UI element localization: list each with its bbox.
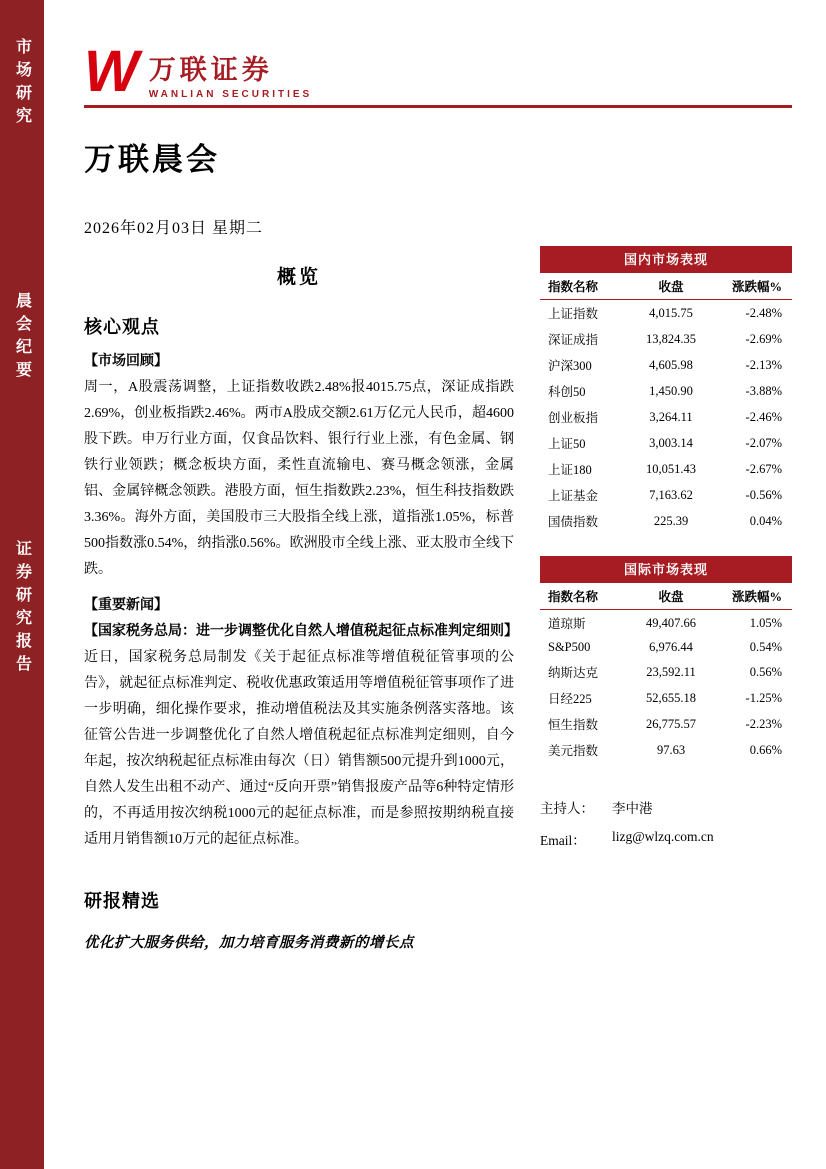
table-row — [540, 737, 792, 763]
host-name: 李中港 — [612, 801, 653, 816]
international-market-block — [540, 556, 792, 763]
table-cell: -1.25% — [745, 690, 782, 705]
news-headline: 【国家税务总局：进一步调整优化自然人增值税起征点标准判定细则】 — [84, 624, 518, 639]
table-cell: 1,450.90 — [649, 383, 693, 398]
sidebar — [0, 0, 44, 1169]
brand-name-en: WANLIAN SECURITIES — [148, 89, 313, 100]
brand-names — [149, 44, 312, 100]
table-cell: 10,051.43 — [646, 461, 697, 476]
table-row — [540, 300, 792, 327]
table-cell: -3.88% — [745, 383, 782, 398]
table-cell: 0.04% — [749, 513, 782, 528]
table-cell: -2.07% — [745, 435, 782, 450]
international-table-title: 国际市场表现 — [540, 556, 792, 581]
column-header: 收盘 — [658, 280, 684, 294]
research-pick-item: 优化扩大服务供给，加力培育服务消费新的增长点 — [84, 935, 414, 951]
table-cell: 1.05% — [749, 615, 782, 630]
table-cell: -2.23% — [745, 716, 782, 731]
table-row — [540, 508, 792, 534]
header-divider — [84, 105, 792, 108]
host-row — [540, 797, 792, 817]
table-cell: -2.13% — [745, 357, 782, 372]
table-cell: 6,976.44 — [649, 640, 693, 654]
table-header-row — [540, 582, 792, 610]
sidebar-label-market-research: 市场研究 — [13, 38, 31, 130]
column-header: 指数名称 — [548, 280, 599, 294]
domestic-market-block — [540, 246, 792, 534]
table-cell: 0.54% — [749, 640, 782, 654]
table-row — [540, 659, 792, 685]
table-cell: 创业板指 — [548, 411, 599, 425]
table-cell: 美元指数 — [548, 744, 599, 758]
table-cell: -2.46% — [745, 409, 782, 424]
table-cell: 恒生指数 — [548, 718, 599, 732]
email-value: lizg@wlzq.com.cn — [612, 829, 714, 844]
table-row — [540, 610, 792, 637]
table-row — [540, 456, 792, 482]
column-header: 指数名称 — [548, 590, 599, 604]
column-header: 收盘 — [658, 590, 684, 604]
important-news-label: 【重要新闻】 — [84, 598, 168, 613]
table-row — [540, 482, 792, 508]
email-label: Email： — [540, 833, 586, 848]
table-cell: 上证基金 — [548, 489, 599, 503]
table-cell: 上证50 — [548, 437, 586, 451]
table-cell: 深证成指 — [548, 333, 599, 347]
report-content — [84, 0, 792, 952]
two-column-layout — [84, 246, 792, 952]
table-cell: -2.69% — [745, 331, 782, 346]
table-row — [540, 378, 792, 404]
table-cell: 4,015.75 — [649, 305, 693, 320]
report-title: 万联晨会 — [84, 142, 220, 177]
research-picks-heading: 研报精选 — [84, 891, 160, 911]
column-header: 涨跌幅% — [731, 280, 782, 294]
host-label: 主持人： — [540, 801, 594, 816]
brand-name-cn: 万联证券 — [148, 55, 273, 85]
table-cell: 纳斯达克 — [548, 666, 599, 680]
market-data-column — [540, 246, 792, 952]
domestic-market-table — [540, 271, 792, 534]
table-cell: 上证180 — [548, 463, 592, 477]
table-cell: 23,592.11 — [646, 664, 696, 679]
international-market-table — [540, 581, 792, 763]
table-cell: 26,775.57 — [646, 716, 697, 731]
table-cell: S&P500 — [548, 640, 591, 654]
market-review-text: 周一，A股震荡调整，上证指数收跌2.48%报4015.75点，深证成指跌2.69%，创业板指跌2.46%。两市A股成交额2.61万亿元人民币，超4600股下跌。申万行业方面，仅食品饮料、银行行业上涨，有色金属、钢铁行业领跌；概念板块方面，柔性直流输电、赛马概念领涨，金属铝、金属锌概念领跌。港股方面，恒生指数跌2.23%，恒生科技指数跌3.36%。海外方面，美国股市三大股指全线上涨，道指涨1.05%，标普500指数涨0.54%，纳指涨0.56%。欧洲股市全线上涨、亚太股市全线下跌。 — [84, 380, 514, 577]
sidebar-label-morning-notes: 晨会纪要 — [13, 292, 31, 384]
table-cell: 97.63 — [656, 742, 686, 757]
brand-header — [84, 39, 792, 104]
core-view-heading: 核心观点 — [84, 317, 160, 337]
table-cell: 3,264.11 — [649, 409, 693, 424]
table-cell: 道琼斯 — [548, 617, 586, 631]
table-cell: 49,407.66 — [646, 615, 697, 630]
table-header-row — [540, 272, 792, 300]
table-cell: 0.56% — [749, 664, 782, 679]
table-cell: -0.56% — [745, 487, 782, 502]
table-cell: 3,003.14 — [649, 435, 693, 450]
table-cell: 52,655.18 — [646, 690, 697, 705]
table-cell: 国债指数 — [548, 515, 599, 529]
table-cell: 7,163.62 — [649, 487, 693, 502]
table-row — [540, 685, 792, 711]
table-cell: 225.39 — [653, 513, 689, 528]
report-date: 2026年02月03日 星期二 — [84, 220, 264, 237]
wanlian-logo-icon: W — [84, 39, 139, 104]
table-cell: -2.67% — [745, 461, 782, 476]
market-review-label: 【市场回顾】 — [84, 354, 168, 369]
table-cell: 科创50 — [548, 385, 586, 399]
table-cell: 日经225 — [548, 692, 592, 706]
table-cell: 沪深300 — [548, 359, 592, 373]
table-row — [540, 636, 792, 659]
table-row — [540, 430, 792, 456]
table-cell: 13,824.35 — [646, 331, 697, 346]
table-row — [540, 711, 792, 737]
table-cell: 0.66% — [749, 742, 782, 757]
table-cell: -2.48% — [745, 305, 782, 320]
email-row — [540, 829, 792, 849]
news-paragraph — [84, 619, 518, 853]
domestic-table-title: 国内市场表现 — [540, 246, 792, 271]
table-row — [540, 352, 792, 378]
table-row — [540, 404, 792, 430]
sidebar-label-securities-research-report: 证券研究报告 — [13, 540, 31, 678]
table-row — [540, 326, 792, 352]
contact-block — [540, 797, 792, 849]
news-body-text: 近日，国家税务总局制发《关于起征点标准等增值税征管事项的公告》，就起征点标准判定、税收优惠政策适用等增值税征管事项作了进一步明确，细化操作要求，推动增值税法及其实施条例落实落地。该征管公告进一步调整优化了自然人增值税起征点标准判定细则，自今年起，按次纳税起征点标准由每次（日）销售额500元提升到1000元，自然人发生出租不动产、通过“反向开票”销售报废产品等6种特定情形的，不再适用按次纳税1000元的起征点标准，而是参照按期纳税直接适用月销售额10万元的起征点标准。 — [84, 650, 514, 847]
overview-heading: 概览 — [276, 267, 321, 288]
column-header: 涨跌幅% — [731, 590, 782, 604]
table-cell: 4,605.98 — [649, 357, 693, 372]
main-text-column — [84, 246, 518, 952]
table-cell: 上证指数 — [548, 307, 599, 321]
